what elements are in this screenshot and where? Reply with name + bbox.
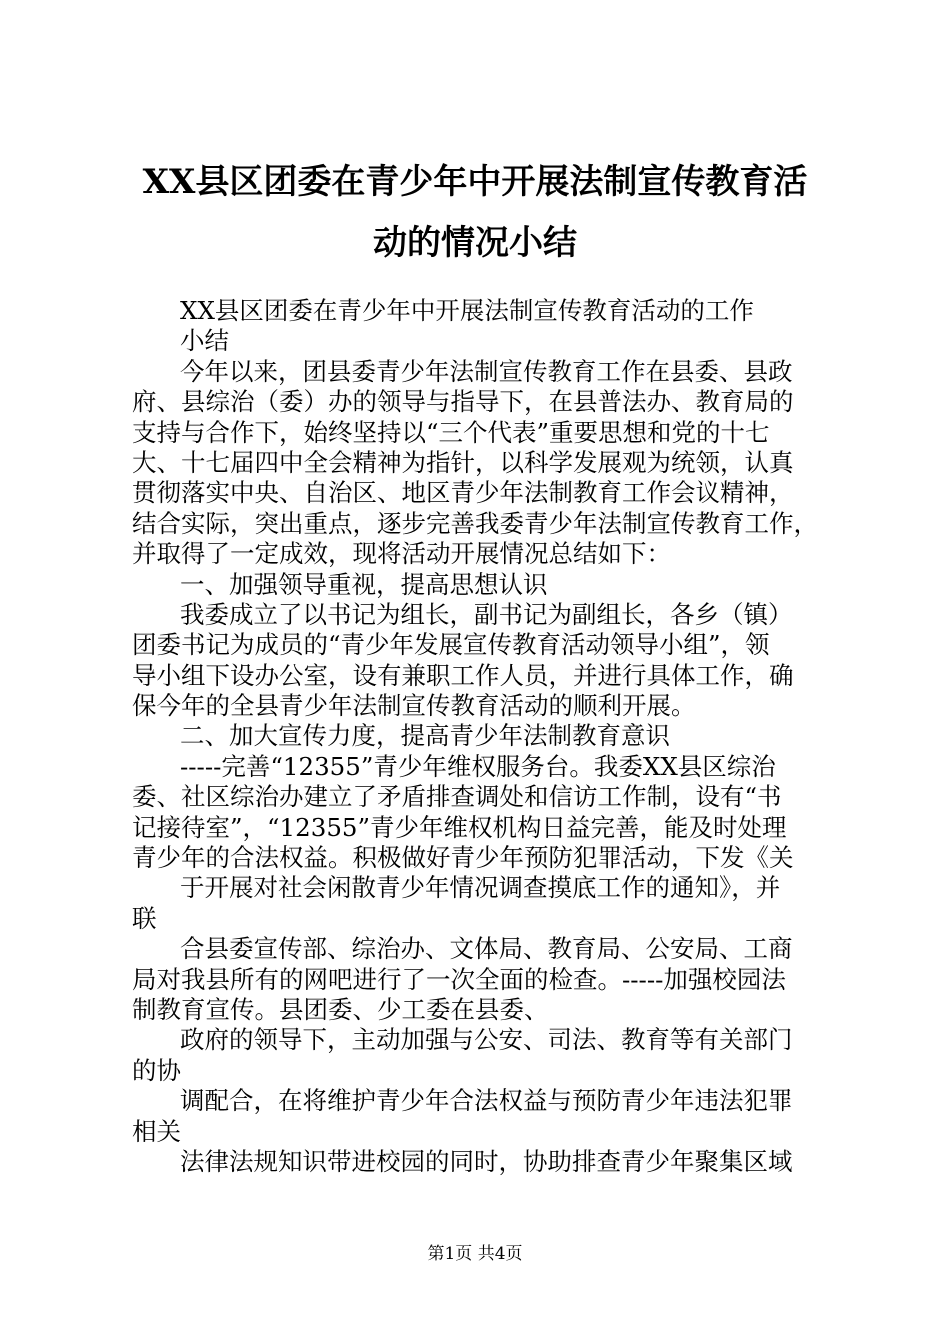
body-line: 府、县综治（委）办的领导与指导下，在县普法办、教育局的 [132, 387, 794, 417]
body-line: 并取得了一定成效，现将活动开展情况总结如下： [132, 539, 671, 569]
body-line: 于开展对社会闲散青少年情况调查摸底工作的通知》，并 [180, 873, 781, 903]
body-line: 调配合，在将维护青少年合法权益与预防青少年违法犯罪 [180, 1086, 793, 1116]
page-number-footer: 第1页 共4页 [427, 1244, 523, 1264]
body-line: 法律法规知识带进校园的同时，协助排查青少年聚集区域 [180, 1146, 793, 1176]
body-line: 青少年的合法权益。积极做好青少年预防犯罪活动，下发《关 [132, 843, 794, 873]
section-heading-1: 一、加强领导重视，提高思想认识 [180, 569, 548, 599]
body-line: 今年以来，团县委青少年法制宣传教育工作在县委、县政 [180, 356, 793, 386]
body-line: 记接待室”，“12355”青少年维权机构日益完善，能及时处理 [132, 812, 787, 842]
body-line: 贯彻落实中央、自治区、地区青少年法制教育工作会议精神， [132, 478, 794, 508]
body-line: 局对我县所有的网吧进行了一次全面的检查。-----加强校园法 [132, 964, 786, 994]
body-line: -----完善“12355”青少年维权服务台。我委XX县区综治 [180, 751, 776, 781]
body-line: 小结 [180, 326, 229, 356]
body-line: 制教育宣传。县团委、少工委在县委、 [132, 994, 549, 1024]
body-line: 团委书记为成员的“青少年发展宣传教育活动领导小组”，领 [132, 630, 770, 660]
body-line: 合县委宣传部、综治办、文体局、教育局、公安局、工商 [180, 934, 793, 964]
body-line: 的协 [132, 1055, 181, 1085]
body-line: 保今年的全县青少年法制宣传教育活动的顺利开展。 [132, 691, 696, 721]
document-body [132, 296, 832, 1177]
body-line: 导小组下设办公室，设有兼职工作人员，并进行具体工作，确 [132, 660, 794, 690]
section-heading-2: 二、加大宣传力度，提高青少年法制教育意识 [180, 721, 670, 751]
document-title-line-2: 动的情况小结 [373, 223, 577, 263]
body-line: 相关 [132, 1116, 181, 1146]
body-line: 结合实际，突出重点，逐步完善我委青少年法制宣传教育工作， [132, 508, 818, 538]
document-title-line-1: XX县区团委在青少年中开展法制宣传教育活 [142, 162, 808, 202]
body-line: 政府的领导下，主动加强与公安、司法、教育等有关部门 [180, 1025, 793, 1055]
body-line: 委、社区综治办建立了矛盾排查调处和信访工作制，设有“书 [132, 782, 782, 812]
body-line: 大、十七届四中全会精神为指针，以科学发展观为统领，认真 [132, 447, 794, 477]
body-line: 联 [132, 903, 157, 933]
body-line: XX县区团委在青少年中开展法制宣传教育活动的工作 [180, 296, 754, 325]
body-line: 支持与合作下，始终坚持以“三个代表”重要思想和党的十七 [132, 417, 770, 447]
body-line: 我委成立了以书记为组长，副书记为副组长，各乡（镇） [180, 599, 793, 629]
